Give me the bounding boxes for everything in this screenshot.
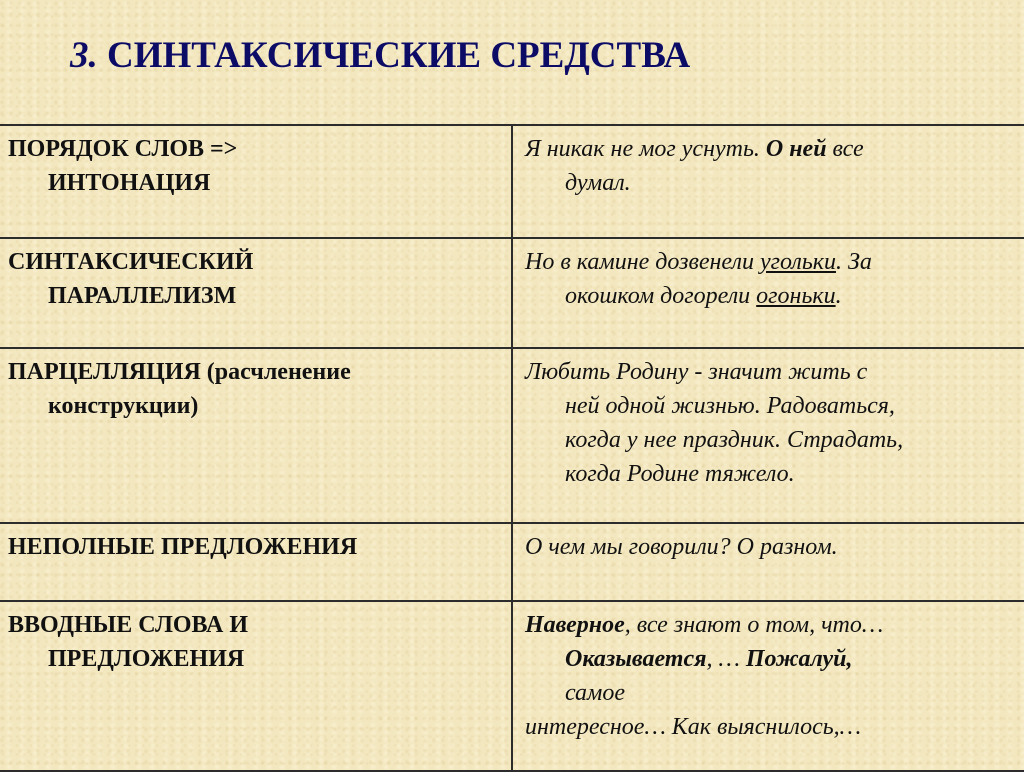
table-row bbox=[0, 523, 1024, 601]
example-line bbox=[525, 132, 1014, 166]
table-row bbox=[0, 601, 1024, 771]
table-row bbox=[0, 125, 1024, 238]
example-emphasis: Пожалуй, bbox=[745, 646, 853, 672]
table-row bbox=[0, 238, 1024, 348]
term-line: СИНТАКСИЧЕСКИЙ bbox=[8, 249, 254, 275]
term-line: конструкции) bbox=[48, 393, 199, 419]
term-cell bbox=[0, 348, 512, 523]
example-text: Я никак не мог уснуть. bbox=[525, 136, 766, 162]
example-text: Но в камине дозвенели bbox=[525, 249, 760, 275]
example-line: думал. bbox=[565, 170, 631, 196]
example-cell bbox=[512, 238, 1024, 348]
term-line: ПРЕДЛОЖЕНИЯ bbox=[48, 646, 245, 672]
example-text: , все знают о том, что… bbox=[624, 612, 884, 638]
term-line: ВВОДНЫЕ СЛОВА И bbox=[8, 612, 249, 638]
example-emphasis: О ней bbox=[765, 136, 827, 162]
term-cell bbox=[0, 601, 512, 771]
example-line: О чем мы говорили? О разном. bbox=[525, 534, 838, 560]
example-line: когда Родине тяжело. bbox=[565, 461, 795, 487]
example-cell bbox=[512, 125, 1024, 238]
term-line: ИНТОНАЦИЯ bbox=[48, 170, 211, 196]
example-emphasis: Наверное bbox=[525, 612, 625, 638]
example-line: самое bbox=[565, 680, 625, 706]
term-line: ПОРЯДОК СЛОВ => bbox=[8, 136, 238, 162]
example-line bbox=[525, 279, 1014, 313]
term-cell bbox=[0, 523, 512, 601]
term-line: ПАРАЛЛЕЛИЗМ bbox=[48, 283, 237, 309]
example-cell bbox=[512, 601, 1024, 771]
example-line: Любить Родину - значит жить с bbox=[525, 359, 868, 385]
example-cell bbox=[512, 523, 1024, 601]
example-line bbox=[525, 642, 1014, 676]
example-text: все bbox=[826, 136, 864, 162]
example-cell bbox=[512, 348, 1024, 523]
term-line: НЕПОЛНЫЕ ПРЕДЛОЖЕНИЯ bbox=[8, 534, 358, 560]
example-text: окошком догорели bbox=[565, 283, 757, 309]
example-line: интересное… Как выяснилось,… bbox=[525, 714, 861, 740]
term-cell bbox=[0, 238, 512, 348]
example-text: , … bbox=[706, 646, 746, 672]
term-line: ПАРЦЕЛЛЯЦИЯ (расчленение bbox=[8, 359, 351, 385]
table-row bbox=[0, 348, 1024, 523]
example-text: . bbox=[835, 283, 842, 309]
example-text: . За bbox=[835, 249, 872, 275]
example-line bbox=[525, 608, 1014, 642]
example-line: ней одной жизнью. Радоваться, bbox=[565, 393, 895, 419]
term-cell bbox=[0, 125, 512, 238]
example-emphasis: Оказывается bbox=[565, 646, 707, 672]
title-number: 3. bbox=[70, 35, 98, 76]
example-line bbox=[525, 245, 1014, 279]
example-underlined: угольки bbox=[759, 249, 836, 275]
example-underlined: огоньки bbox=[756, 283, 836, 309]
slide-title bbox=[70, 34, 690, 77]
title-text: СИНТАКСИЧЕСКИЕ СРЕДСТВА bbox=[107, 35, 691, 76]
example-line: когда у нее праздник. Страдать, bbox=[565, 427, 904, 453]
syntax-devices-table bbox=[0, 124, 1024, 772]
